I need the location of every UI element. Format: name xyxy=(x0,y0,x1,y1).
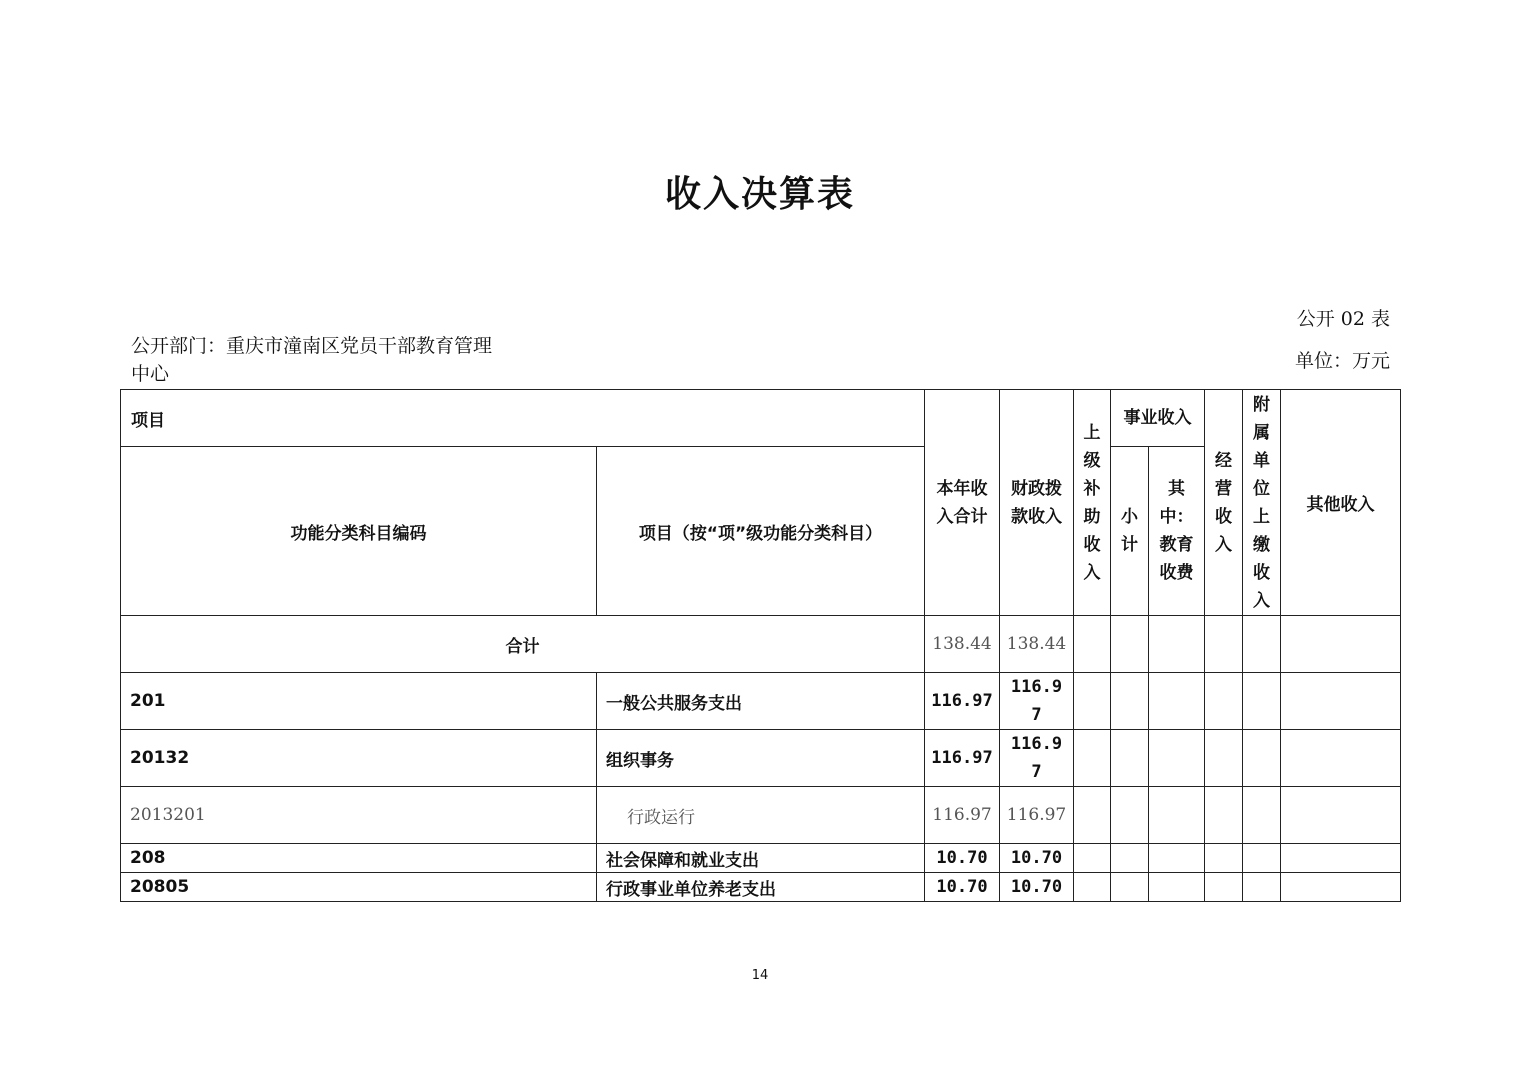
page-title: 收入决算表 xyxy=(664,174,855,215)
table-row xyxy=(121,873,1401,902)
unit-label: 单位：万元 xyxy=(1294,350,1390,372)
row-code: 201 xyxy=(121,673,597,730)
row-name: 一般公共服务支出 xyxy=(597,673,925,730)
header-row-1 xyxy=(121,390,1401,447)
header-business-income: 事业收入 xyxy=(1111,390,1205,447)
header-business-subtotal: 小计 xyxy=(1111,447,1149,616)
row-code: 2013201 xyxy=(121,787,597,844)
total-fiscal-value: 138.44 xyxy=(1000,616,1074,673)
row-fiscal-income: 116.97 xyxy=(1000,730,1074,787)
row-fiscal-income: 116.97 xyxy=(1000,787,1074,844)
row-code: 20805 xyxy=(121,873,597,902)
row-total-income: 10.70 xyxy=(925,844,1000,873)
row-name: 组织事务 xyxy=(597,730,925,787)
row-name: 社会保障和就业支出 xyxy=(597,844,925,873)
header-education-fee: 其中：教育收费 xyxy=(1149,447,1205,616)
department-line-1: 公开部门：重庆市潼南区党员干部教育管理 xyxy=(131,335,493,357)
table-row xyxy=(121,673,1401,730)
department-label xyxy=(131,332,561,388)
row-code: 208 xyxy=(121,844,597,873)
table-row xyxy=(121,730,1401,787)
row-total-income: 10.70 xyxy=(925,873,1000,902)
row-fiscal-income: 116.97 xyxy=(1000,673,1074,730)
row-total-income: 116.97 xyxy=(925,730,1000,787)
header-total-income: 本年收入合计 xyxy=(925,390,1000,616)
page-number: 14 xyxy=(751,968,769,983)
row-name: 行政运行 xyxy=(597,787,925,844)
department-line-2: 中心 xyxy=(131,363,170,385)
total-income-value: 138.44 xyxy=(925,616,1000,673)
header-operating-income: 经营收入 xyxy=(1205,390,1243,616)
row-fiscal-income: 10.70 xyxy=(1000,873,1074,902)
header-superior-subsidy: 上级补助收入 xyxy=(1074,390,1111,616)
row-name: 行政事业单位养老支出 xyxy=(597,873,925,902)
header-affiliated-income: 附属单位上缴收入 xyxy=(1243,390,1281,616)
header-function-code: 功能分类科目编码 xyxy=(121,447,597,616)
row-code: 20132 xyxy=(121,730,597,787)
total-label: 合计 xyxy=(121,616,925,673)
table-row xyxy=(121,844,1401,873)
table-row xyxy=(121,787,1401,844)
header-other-income: 其他收入 xyxy=(1281,390,1401,616)
header-item-name: 项目（按“项”级功能分类科目） xyxy=(597,447,925,616)
form-number: 公开 02 表 xyxy=(1296,308,1390,330)
row-fiscal-income: 10.70 xyxy=(1000,844,1074,873)
header-item: 项目 xyxy=(121,390,925,447)
row-total-income: 116.97 xyxy=(925,673,1000,730)
header-fiscal-appropriation: 财政拨款收入 xyxy=(1000,390,1074,616)
total-row xyxy=(121,616,1401,673)
income-table xyxy=(120,389,1401,902)
row-total-income: 116.97 xyxy=(925,787,1000,844)
